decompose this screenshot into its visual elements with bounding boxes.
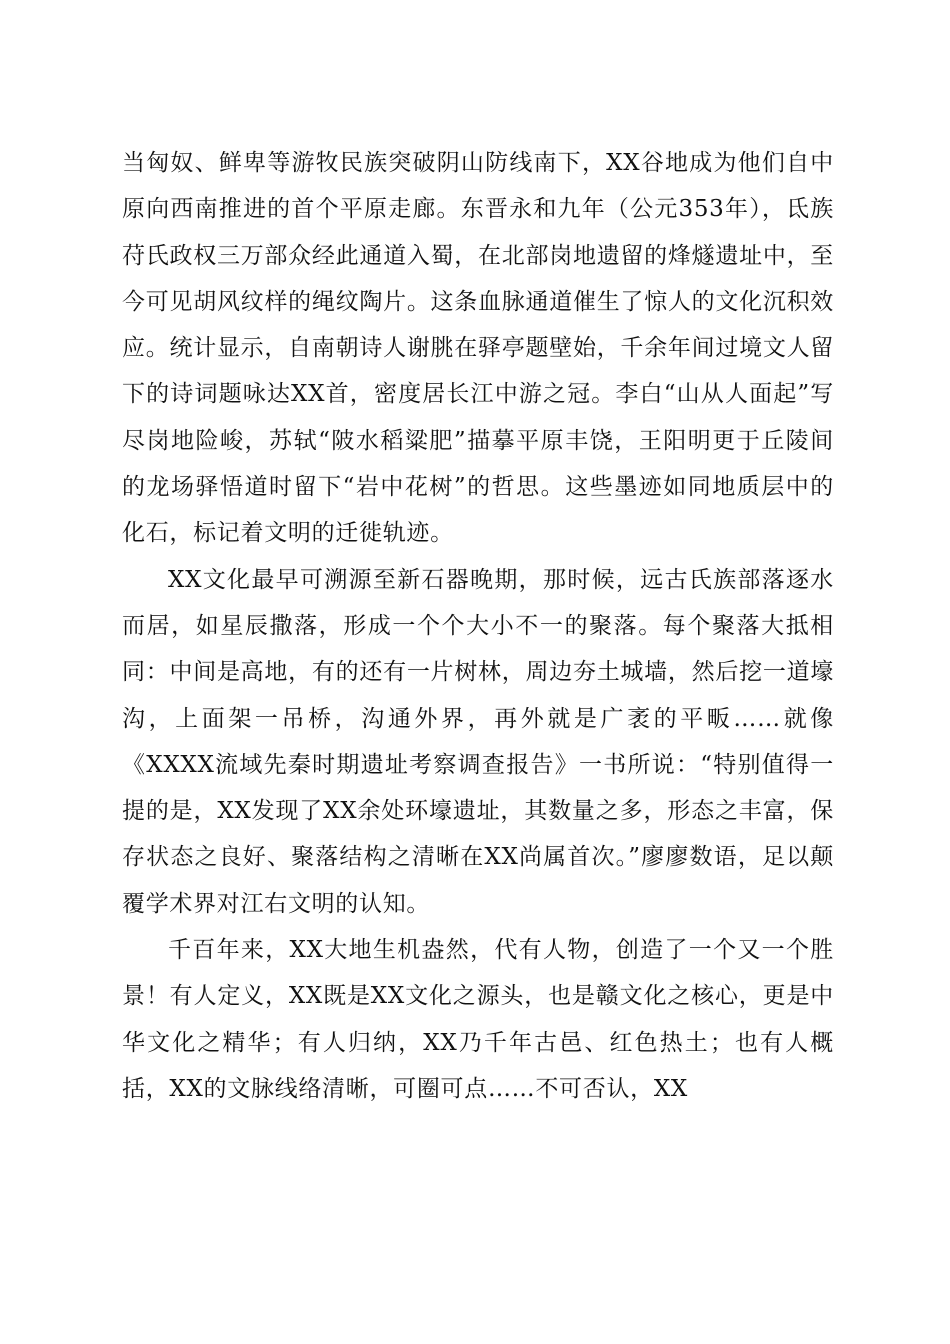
paragraph: 当匈奴、鲜卑等游牧民族突破阴山防线南下，XX谷地成为他们自中原向西南推进的首个平原走廊。东晋永和九年（公元353年），氐族苻氏政权三万部众经此通道入蜀，在北部岗地遗留的烽燧遗址中，至今可见胡风纹样的绳纹陶片。这条血脉通道催生了惊人的文化沉积效应。统计显示，自南朝诗人谢朓在驿亭题壁始，千余年间过境文人留下的诗词题咏达XX首，密度居长江中游之冠。李白“山从人面起”写尽岗地险峻，苏轼“陂水稻粱肥”描摹平原丰饶，王阳明更于丘陵间的龙场驿悟道时留下“岩中花树”的哲思。这些墨迹如同地质层中的化石，标记着文明的迁徙轨迹。 xyxy=(122,150,834,547)
paragraph: XX文化最早可溯源至新石器晚期，那时候，远古氏族部落逐水而居，如星辰撒落，形成一个个大小不一的聚落。每个聚落大抵相同：中间是高地，有的还有一片树林，周边夯土城墙，然后挖一道壕沟，上面架一吊桥，沟通外界，再外就是广袤的平畈……就像《XXXX流域先秦时期遗址考察调查报告》一书所说：“特别值得一提的是，XX发现了XX余处环壕遗址，其数量之多，形态之丰富，保存状态之良好、聚落结构之清晰在XX尚属首次。”廖廖数语，足以颠覆学术界对江右文明的认知。 xyxy=(122,566,834,917)
body-text xyxy=(122,140,834,1112)
paragraph: 千百年来，XX大地生机盎然，代有人物，创造了一个又一个胜景！有人定义，XX既是XX文化之源头，也是赣文化之核心，更是中华文化之精华；有人归纳，XX乃千年古邑、红色热土；也有人概括，XX的文脉线络清晰，可圈可点……不可否认，XX xyxy=(122,937,834,1102)
